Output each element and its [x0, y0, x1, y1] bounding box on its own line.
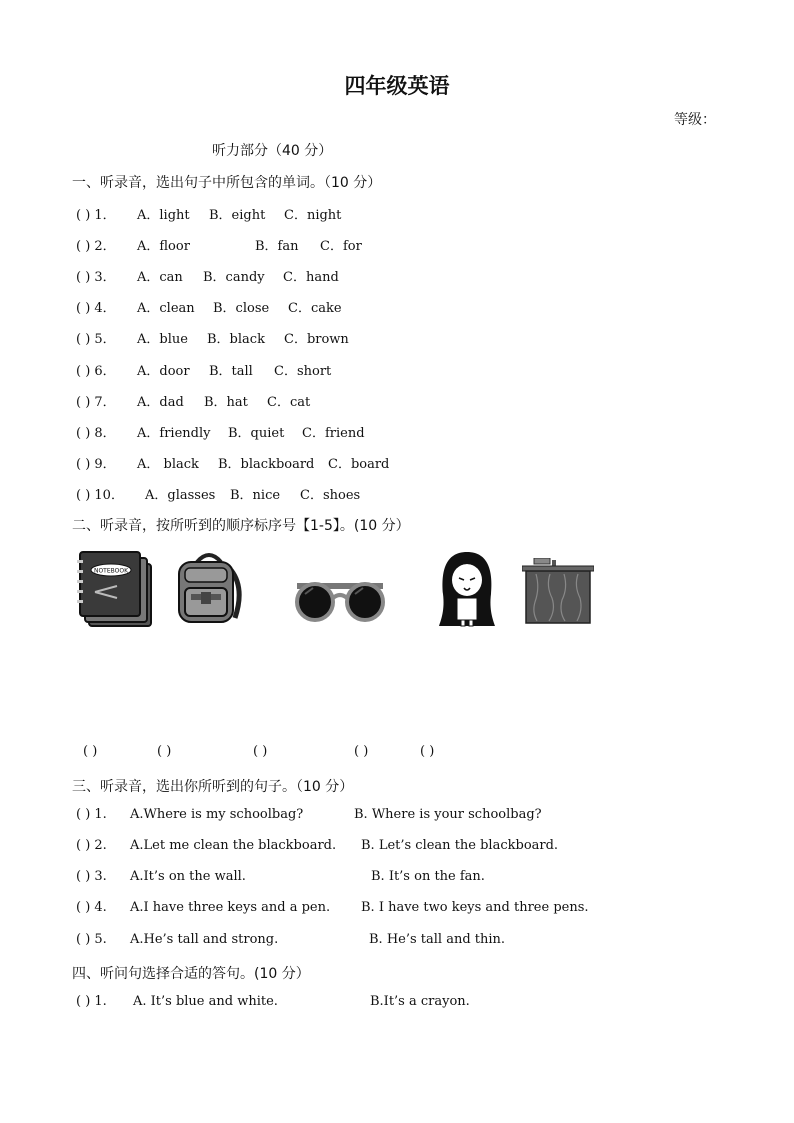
- question-number[interactable]: ( ) 9．: [76, 457, 116, 472]
- option-a: A．dad: [137, 395, 184, 410]
- option-b: B. It’s on the fan.: [371, 869, 485, 884]
- option-b: B. I have two keys and three pens.: [361, 900, 589, 915]
- question-number[interactable]: ( ) 1.: [76, 807, 107, 822]
- option-a: A. It’s blue and white.: [133, 994, 278, 1009]
- notebook-icon: [77, 548, 155, 634]
- option-c: C．cat: [267, 395, 311, 410]
- question-number[interactable]: ( ) 2.: [76, 838, 107, 853]
- option-b: B．hat: [204, 395, 248, 410]
- question-number[interactable]: ( ) 5.: [76, 932, 107, 947]
- option-a: A.Let me clean the blackboard.: [130, 838, 337, 853]
- answer-blank-3[interactable]: ( ): [253, 744, 268, 759]
- option-c: C．cake: [288, 301, 342, 316]
- option-c: C．brown: [284, 332, 349, 347]
- option-a: A．light: [137, 208, 190, 223]
- option-c: C．hand: [283, 270, 339, 285]
- question-number[interactable]: ( ) 3.: [76, 869, 107, 884]
- answer-blank-5[interactable]: ( ): [420, 744, 435, 759]
- option-a: A．blue: [137, 332, 188, 347]
- option-b: B. Let’s clean the blackboard.: [361, 838, 559, 853]
- question-number[interactable]: ( ) 4.: [76, 900, 107, 915]
- answer-blank-4[interactable]: ( ): [354, 744, 369, 759]
- option-c: C．shoes: [300, 488, 361, 503]
- section2-heading: 二、听录音，按所听到的顺序标序号【1-5】。(10 分）: [72, 518, 410, 534]
- option-a: A．glasses: [145, 488, 216, 503]
- option-b: B．blackboard: [218, 457, 315, 472]
- section1-heading: 一、听录音，选出句子中所包含的单词。（10 分）: [72, 175, 382, 191]
- svg-text:NOTEBOOK: NOTEBOOK: [93, 567, 129, 575]
- answer-blank-2[interactable]: ( ): [157, 744, 172, 759]
- option-b: B. Where is your schoolbag?: [354, 807, 542, 822]
- answer-blank-1[interactable]: ( ): [83, 744, 98, 759]
- question-number[interactable]: ( ) 5．: [76, 332, 116, 347]
- section3-heading: 三、听录音，选出你所听到的句子。（10 分）: [72, 779, 354, 795]
- option-b: B．close: [213, 301, 270, 316]
- option-c: C．night: [284, 208, 342, 223]
- option-a: A.Where is my schoolbag?: [130, 807, 304, 822]
- option-c: C．for: [320, 239, 362, 254]
- sunglasses-icon: [293, 576, 387, 628]
- question-number[interactable]: ( ) 3．: [76, 270, 116, 285]
- question-number[interactable]: ( ) 1．: [76, 208, 116, 223]
- option-a: A．floor: [137, 239, 190, 254]
- option-a: A．door: [137, 364, 190, 379]
- option-b: B．nice: [230, 488, 281, 503]
- option-c: C．short: [274, 364, 332, 379]
- listening-header: 听力部分（40 分）: [212, 143, 333, 159]
- option-a: A． black: [137, 457, 199, 472]
- option-a: A．can: [137, 270, 183, 285]
- option-b: B．tall: [209, 364, 253, 379]
- question-number[interactable]: ( ) 6．: [76, 364, 116, 379]
- option-c: C．board: [328, 457, 390, 472]
- question-number[interactable]: ( ) 2．: [76, 239, 116, 254]
- option-c: C．friend: [302, 426, 365, 441]
- option-b: B. He’s tall and thin.: [369, 932, 506, 947]
- question-number[interactable]: ( ) 1.: [76, 994, 107, 1009]
- option-b: B．eight: [209, 208, 266, 223]
- option-b: B.It’s a crayon.: [370, 994, 470, 1009]
- desk-icon: [522, 558, 594, 630]
- section4-heading: 四、听问句选择合适的答句。(10 分）: [72, 966, 310, 982]
- option-a: A.It’s on the wall.: [130, 869, 246, 884]
- option-a: A.I have three keys and a pen.: [130, 900, 331, 915]
- schoolbag-icon: [173, 548, 245, 632]
- question-number[interactable]: ( ) 8．: [76, 426, 116, 441]
- option-b: B．quiet: [228, 426, 285, 441]
- option-b: B．candy: [203, 270, 265, 285]
- option-a: A.He’s tall and strong.: [130, 932, 279, 947]
- girl-icon: [437, 548, 497, 632]
- grade-label: 等级：: [674, 112, 716, 128]
- option-b: B．fan: [255, 239, 299, 254]
- option-a: A．friendly: [137, 426, 211, 441]
- question-number[interactable]: ( ) 4．: [76, 301, 116, 316]
- question-number[interactable]: ( ) 7．: [76, 395, 116, 410]
- option-a: A．clean: [137, 301, 195, 316]
- question-number[interactable]: ( ) 10．: [76, 488, 124, 503]
- page-title: 四年级英语: [344, 74, 450, 98]
- option-b: B．black: [207, 332, 265, 347]
